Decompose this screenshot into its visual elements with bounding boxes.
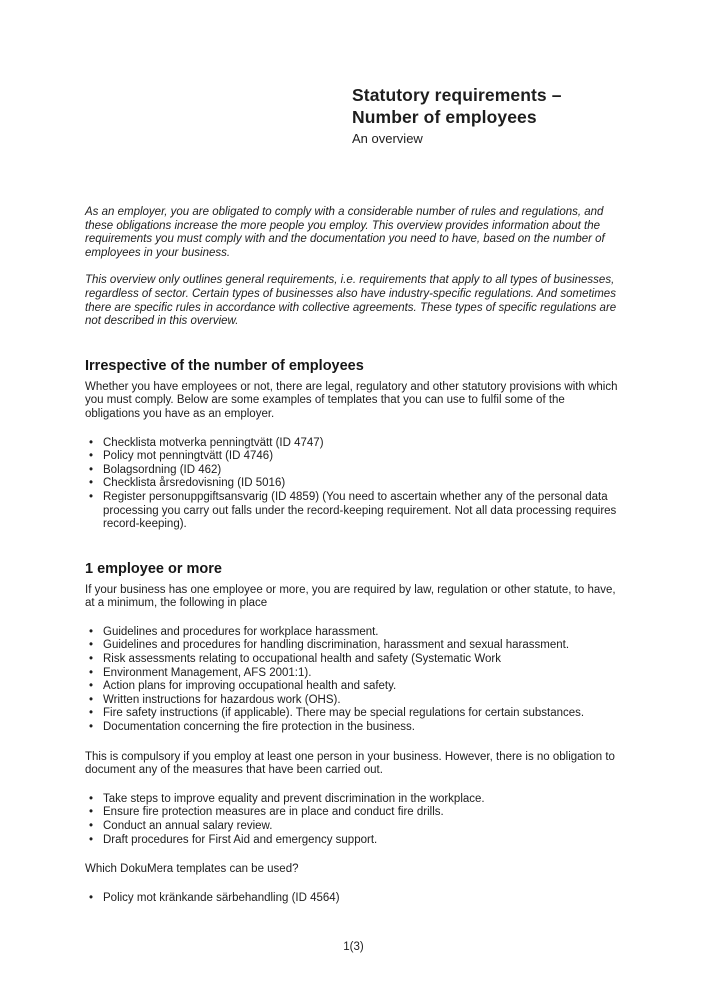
bullet-list-required <box>85 626 622 735</box>
list-item: • Ensure fire protection measures are in place and conduct fire drills. <box>85 806 622 820</box>
list-item: • Take steps to improve equality and prevent discrimination in the workplace. <box>85 793 622 807</box>
document-title-line2: Number of employees <box>352 107 537 127</box>
list-item: • Documentation concerning the fire protection in the business. <box>85 721 622 735</box>
list-item: • Policy mot kränkande särbehandling (ID 4564) <box>85 892 622 906</box>
list-item: • Risk assessments relating to occupational health and safety (Systematic Work <box>85 653 622 667</box>
list-item: • Guidelines and procedures for handling discrimination, harassment and sexual harassment. <box>85 639 622 653</box>
intro-paragraph-2: This overview only outlines general requirements, i.e. requirements that apply to all types of businesses, regardless of sector. Certain types of businesses also have industry-specific regulations. And sometimes there are specific rules in accordance with collective agreements. These types of specific regulations are not described in this overview. <box>85 274 617 328</box>
section-one-employee-paragraph: If your business has one employee or more, you are required by law, regulation or other statute, to have, at a minimum, the following in place <box>85 583 616 610</box>
list-item: • Checklista årsredovisning (ID 5016) <box>85 477 622 491</box>
list-item: • Policy mot penningtvätt (ID 4746) <box>85 450 622 464</box>
intro-paragraph-1: As an employer, you are obligated to comply with a considerable number of rules and regulations, and these obligations increase the more people you employ. This overview provides information about the requirements you must comply with and the documentation you need to have, based on the number of employees in your business. <box>85 206 605 259</box>
document-body <box>85 206 622 921</box>
section-irrespective-paragraph: Whether you have employees or not, there are legal, regulatory and other statutory provisions with which you must comply. Below are some examples of templates that you can use to fulfil some of the obligations you have as an employer. <box>85 380 618 420</box>
section-heading-one-employee: 1 employee or more <box>85 560 222 577</box>
list-item: • Guidelines and procedures for workplace harassment. <box>85 626 622 640</box>
list-item: • Draft procedures for First Aid and emergency support. <box>85 834 622 848</box>
list-item: • Checklista motverka penningtvätt (ID 4747) <box>85 437 622 451</box>
bullet-list-templates-general <box>85 437 622 532</box>
question-dokumera-templates: Which DokuMera templates can be used? <box>85 863 299 876</box>
list-item: • Action plans for improving occupational health and safety. <box>85 680 622 694</box>
paragraph-compulsory: This is compulsory if you employ at least one person in your business. However, there is no obligation to document any of the measures that have been carried out. <box>85 750 615 777</box>
list-item: • Fire safety instructions (if applicable). There may be special regulations for certain substances. <box>85 707 622 721</box>
list-item: • Conduct an annual salary review. <box>85 820 622 834</box>
footer-page-number: 1(3) <box>343 941 364 953</box>
document-subtitle: An overview <box>352 131 423 146</box>
list-item: • Register personuppgiftsansvarig (ID 4859) (You need to ascertain whether any of the personal data processing you carry out falls under the record-keeping requirement. Not all data processing requires record-keeping). <box>85 491 622 532</box>
bullet-list-measures <box>85 793 622 847</box>
list-item: • Written instructions for hazardous work (OHS). <box>85 694 622 708</box>
bullet-list-dokumera-templates <box>85 892 622 906</box>
title-block <box>352 84 652 147</box>
list-item: • Bolagsordning (ID 462) <box>85 464 622 478</box>
list-item: • Environment Management, AFS 2001:1). <box>85 667 622 681</box>
section-heading-irrespective: Irrespective of the number of employees <box>85 357 364 374</box>
document-title <box>352 84 652 128</box>
document-title-line1: Statutory requirements – <box>352 85 562 105</box>
